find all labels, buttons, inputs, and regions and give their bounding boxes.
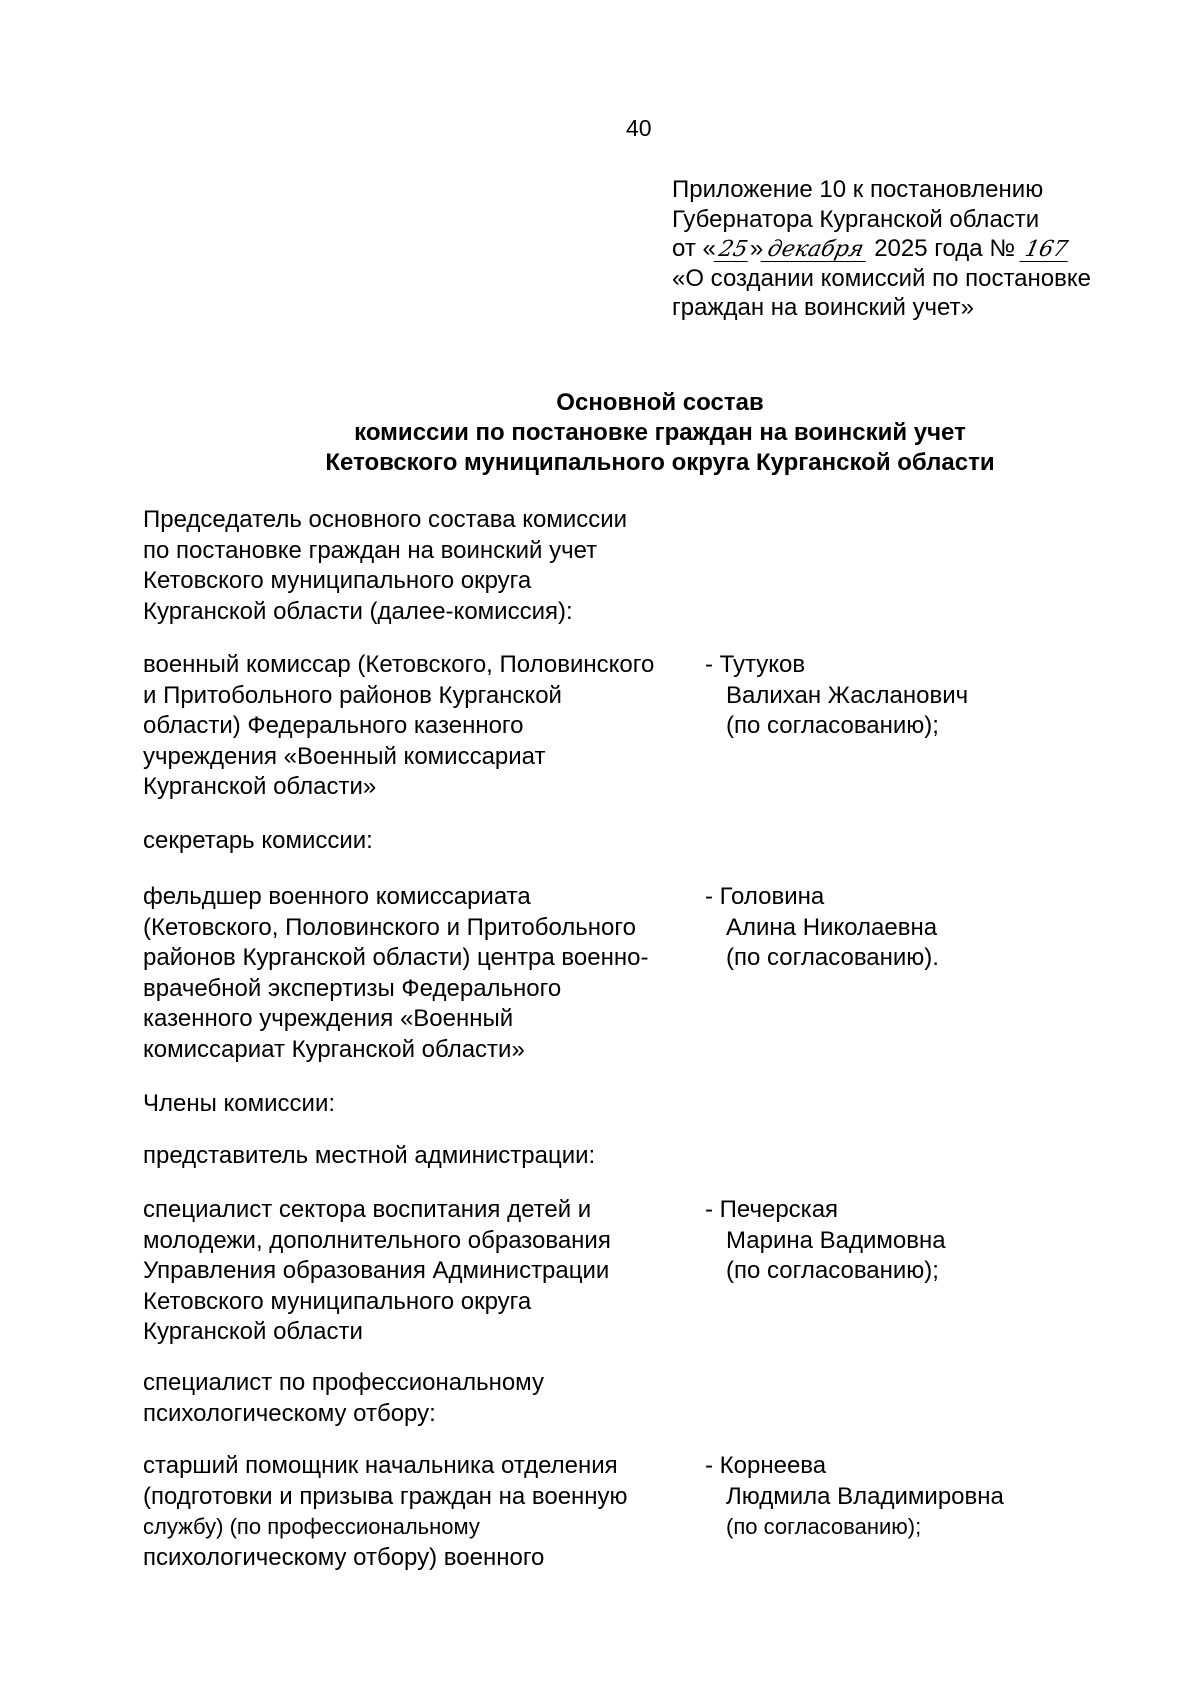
text-line: секретарь комиссии: bbox=[143, 827, 373, 854]
secretary-person bbox=[705, 882, 939, 974]
text-line: Кетовского муниципального округа bbox=[143, 567, 532, 594]
person-name: Марина Вадимовна bbox=[726, 1226, 946, 1254]
text-line: врачебной экспертизы Федерального bbox=[143, 974, 562, 1002]
appendix-header bbox=[672, 175, 1091, 323]
psych-heading bbox=[143, 1368, 544, 1429]
title-line: Основной состав bbox=[556, 389, 764, 416]
text-line: Курганской области bbox=[143, 1318, 363, 1345]
text-line: Курганской области» bbox=[143, 773, 377, 800]
person-name: Алина Николаевна bbox=[726, 913, 938, 941]
chairman-position bbox=[143, 650, 654, 803]
text-line: специалист сектора воспитания детей и bbox=[143, 1196, 592, 1223]
person-note: (по согласованию); bbox=[726, 712, 939, 739]
chairman-person bbox=[705, 650, 968, 742]
handwritten-doc-number: 167 bbox=[1019, 239, 1072, 262]
text-line: Председатель основного состава комиссии bbox=[143, 506, 628, 533]
person-name: - Корнеева bbox=[705, 1452, 827, 1479]
person-name: - Тутуков bbox=[705, 651, 806, 678]
admin-position bbox=[143, 1195, 611, 1348]
text-line: по постановке граждан на воинский учет bbox=[143, 536, 598, 564]
text-line: фельдшер военного комиссариата bbox=[143, 883, 531, 910]
appendix-line: Приложение 10 к постановлению bbox=[672, 176, 1044, 203]
handwritten-month: декабря bbox=[761, 239, 871, 262]
person-name: - Головина bbox=[705, 883, 825, 910]
text-line: области) Федерального казенного bbox=[143, 712, 524, 739]
title-line: Кетовского муниципального округа Курганской области bbox=[325, 449, 995, 476]
person-name: - Печерская bbox=[705, 1196, 839, 1223]
text-line: военный комиссар (Кетовского, Половинского bbox=[143, 651, 655, 678]
person-name: Валихан Жасланович bbox=[726, 681, 969, 709]
document-title bbox=[0, 388, 1200, 478]
text-line: специалист по профессиональному bbox=[143, 1369, 544, 1396]
date-mid: » bbox=[749, 235, 764, 262]
title-line: комиссии по постановке граждан на воинский учет bbox=[354, 419, 966, 446]
secretary-position bbox=[143, 882, 648, 1065]
date-prefix: от « bbox=[672, 235, 716, 262]
text-line: казенного учреждения «Военный bbox=[143, 1005, 514, 1032]
members-heading bbox=[143, 1089, 335, 1120]
text-line: службу) (по профессиональному bbox=[143, 1514, 480, 1539]
appendix-line: «О создании комиссий по постановке bbox=[672, 264, 1091, 292]
text-line: Кетовского муниципального округа bbox=[143, 1287, 532, 1315]
text-line: и Притобольного районов Курганской bbox=[143, 681, 562, 709]
text-line: представитель местной администрации: bbox=[143, 1142, 596, 1169]
page-number: 40 bbox=[626, 115, 652, 141]
chairman-heading bbox=[143, 505, 627, 627]
text-line: психологическому отбору: bbox=[143, 1399, 436, 1427]
psych-person bbox=[705, 1451, 1004, 1543]
text-line: старший помощник начальника отделения bbox=[143, 1452, 618, 1479]
text-line: Управления образования Администрации bbox=[143, 1257, 610, 1284]
admin-heading bbox=[143, 1141, 595, 1172]
appendix-line: Губернатора Курганской области bbox=[672, 205, 1040, 233]
appendix-date-line bbox=[672, 234, 1091, 264]
person-note: (по согласованию); bbox=[726, 1514, 922, 1539]
text-line: комиссариат Курганской области» bbox=[143, 1035, 525, 1063]
psych-position bbox=[143, 1451, 628, 1573]
text-line: психологическому отбору) военного bbox=[143, 1543, 545, 1571]
text-line: (Кетовского, Половинского и Притобольного bbox=[143, 913, 636, 941]
text-line: учреждения «Военный комиссариат bbox=[143, 742, 546, 770]
admin-person bbox=[705, 1195, 946, 1287]
secretary-heading bbox=[143, 826, 373, 857]
text-line: районов Курганской области) центра военно- bbox=[143, 944, 649, 971]
text-line: Курганской области (далее-комиссия): bbox=[143, 597, 573, 625]
person-name: Людмила Владимировна bbox=[726, 1482, 1004, 1510]
date-year: 2025 года № bbox=[874, 235, 1016, 262]
handwritten-day: 25 bbox=[713, 239, 752, 262]
person-note: (по согласованию); bbox=[726, 1257, 939, 1284]
text-line: молодежи, дополнительного образования bbox=[143, 1226, 611, 1254]
appendix-line: граждан на воинский учет» bbox=[672, 294, 974, 321]
person-note: (по согласованию). bbox=[726, 944, 939, 971]
text-line: Члены комиссии: bbox=[143, 1090, 336, 1117]
text-line: (подготовки и призыва граждан на военную bbox=[143, 1482, 628, 1510]
